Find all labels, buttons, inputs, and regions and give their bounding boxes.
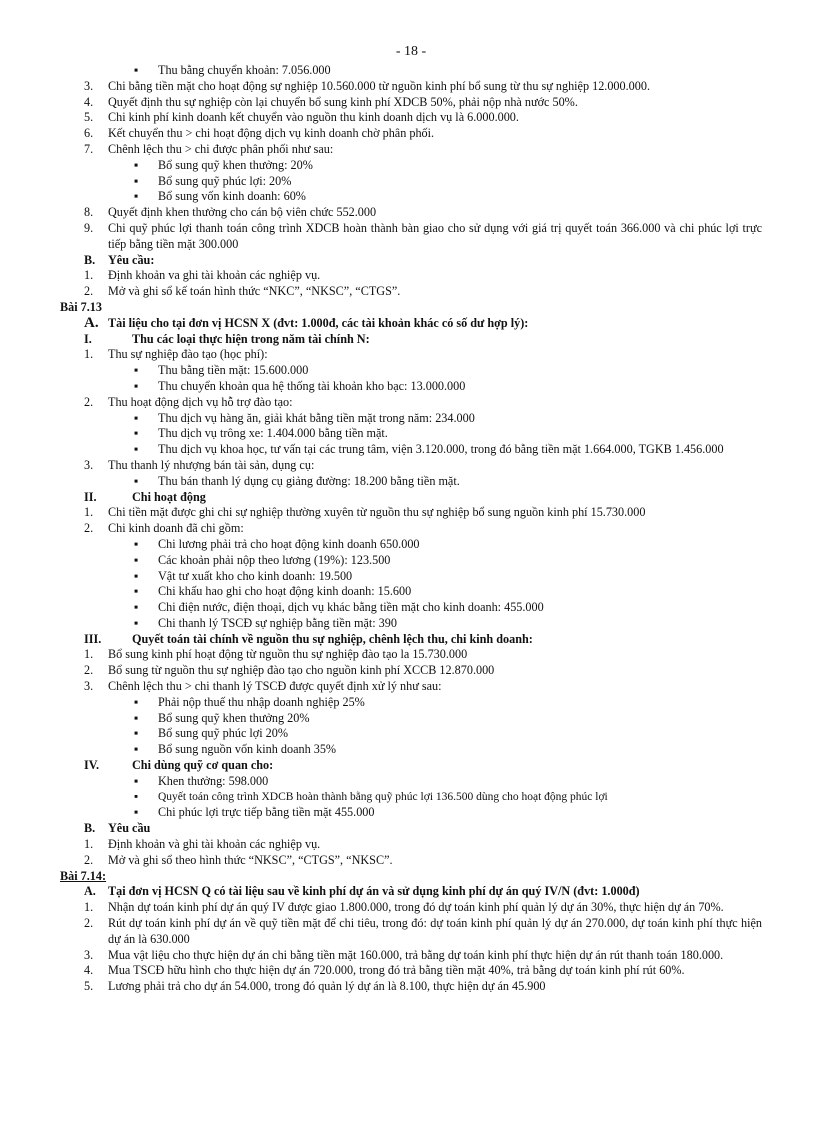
list-item: 5. Chi kinh phí kinh doanh kết chuyển vào nguồn thu kinh doanh dịch vụ là 6.000.000. — [84, 110, 519, 125]
bullet-item: ▪ Bổ sung quỹ phúc lợi: 20% — [134, 173, 292, 188]
list-item: 3. Thu thanh lý nhượng bán tài sản, dụng cụ: — [84, 457, 315, 472]
exercise-title: Bài 7.13 — [60, 299, 102, 314]
bullet-item: ▪ Khen thưởng: 598.000 — [134, 773, 269, 788]
section-heading: B. Yêu cầu — [84, 821, 151, 836]
list-item: 7. Chênh lệch thu > chi được phân phối như sau: — [84, 141, 334, 156]
list-item: 4. Mua TSCĐ hữu hình cho thực hiện dự án 720.000, trong đó trả bằng tiền mặt 40%, trả bằng dự toán kinh phí rút 60%. — [84, 963, 685, 978]
list-item: 2. Mở và ghi sổ theo hình thức “NKSC”, “CTGS”, “NKSC”. — [84, 852, 393, 867]
list-item: 3. Mua vật liệu cho thực hiện dự án chi bằng tiền mặt 160.000, trả bằng dự toán kinh phí thực hiện dự án rút thanh toán 180.000. — [84, 947, 724, 962]
bullet-item: ▪ Chi phúc lợi trực tiếp bằng tiền mặt 455.000 — [134, 805, 375, 820]
list-item: 3. Chi bằng tiền mặt cho hoạt động sự nghiệp 10.560.000 từ nguồn kinh phí bổ sung từ thu sự nghiệp 12.000.000. — [84, 78, 650, 93]
bullet-item: ▪ Chi lương phải trả cho hoạt động kinh doanh 650.000 — [134, 536, 420, 551]
list-item: 3. Chênh lệch thu > chi thanh lý TSCĐ được quyết định xử lý như sau: — [84, 679, 442, 694]
list-item: 1. Thu sự nghiệp đào tạo (học phí): — [84, 347, 268, 362]
list-item: 4. Quyết định thu sự nghiệp còn lại chuyển bổ sung kinh phí XDCB 50%, phải nộp nhà nước 50%. — [84, 94, 578, 109]
list-item: 2. Thu hoạt động dịch vụ hỗ trợ đào tạo: — [84, 394, 293, 409]
list-item: 1. Nhận dự toán kinh phí dự án quý IV được giao 1.800.000, trong đó dự toán kinh phí quản lý dự án 30%, thực hiện dự án 70%. — [84, 900, 724, 915]
roman-heading: II. Chi hoạt động — [84, 489, 206, 504]
exercise-title: Bài 7.14: — [60, 868, 107, 883]
bullet-item: ▪ Thu dịch vụ trông xe: 1.404.000 bằng tiền mặt. — [134, 426, 388, 441]
bullet-item: ▪ Thu bằng chuyển khoản: 7.056.000 — [134, 63, 331, 77]
bullet-item: ▪ Thu chuyển khoản qua hệ thống tài khoản kho bạc: 13.000.000 — [134, 378, 466, 393]
bullet-item: ▪ Bổ sung quỹ khen thưởng: 20% — [134, 157, 313, 172]
list-item: 2. Bổ sung từ nguồn thu sự nghiệp đào tạo cho nguồn kinh phí XCCB 12.870.000 — [84, 663, 495, 678]
bullet-item: ▪ Thu dịch vụ khoa học, tư vấn tại các trung tâm, viện 3.120.000, trong đó bằng tiền mặt 1.664.000, TGKB 1.456.000 — [134, 442, 724, 457]
list-item: 2. Rút dự toán kinh phí dự án về quỹ tiền mặt để chi tiêu, trong đó: dự toán kinh phí quản lý dự án 270.000, dự toán kinh phí thực hiện dự án là 630.000 — [84, 916, 762, 946]
bullet-item: ▪ Các khoản phải nộp theo lương (19%): 123.500 — [134, 552, 391, 567]
bullet-item: ▪ Bổ sung nguồn vốn kinh doanh 35% — [134, 742, 337, 757]
bullet-item: ▪ Bổ sung vốn kinh doanh: 60% — [134, 189, 306, 204]
document-page — [60, 44, 762, 995]
bullet-item: ▪ Chi điện nước, điện thoại, dịch vụ khác bằng tiền mặt cho kinh doanh: 455.000 — [134, 600, 544, 615]
bullet-item: ▪ Vật tư xuất kho cho kinh doanh: 19.500 — [134, 568, 353, 583]
bullet-item: ▪ Chi khấu hao ghi cho hoạt động kinh doanh: 15.600 — [134, 584, 412, 599]
list-item: 8. Quyết định khen thưởng cho cán bộ viên chức 552.000 — [84, 205, 377, 220]
section-heading: B. Yêu cầu: — [84, 252, 155, 267]
bullet-item: ▪ Phải nộp thuế thu nhập doanh nghiệp 25% — [134, 694, 365, 709]
list-item: 9. Chi quỹ phúc lợi thanh toán công trình XDCB hoàn thành bàn giao cho sử dụng với giá trị quyết toán 366.000 và chi phúc lợi trực tiếp bằng tiền mặt 300.000 — [84, 220, 762, 251]
section-heading: A. Tài liệu cho tại đơn vị HCSN X (đvt: 1.000đ, các tài khoản khác có số dư hợp lý): — [84, 314, 529, 331]
list-item: 5. Lương phải trả cho dự án 54.000, trong đó quản lý dự án là 8.100, thực hiện dự án 45.900 — [84, 979, 546, 994]
list-item: 2. Chi kinh doanh đã chi gồm: — [84, 521, 244, 536]
list-item: 2. Mở và ghi sổ kế toán hình thức “NKC”, “NKSC”, “CTGS”. — [84, 284, 401, 299]
bullet-item: ▪ Chi thanh lý TSCĐ sự nghiệp bằng tiền mặt: 390 — [134, 615, 397, 630]
list-item: 1. Định khoản và ghi tài khoản các nghiệp vụ. — [84, 837, 321, 852]
bullet-item: ▪ Thu dịch vụ hàng ăn, giải khát bằng tiền mặt trong năm: 234.000 — [134, 410, 475, 425]
list-item: 1. Định khoản va ghi tài khoản các nghiệp vụ. — [84, 268, 321, 283]
list-item: 1. Chi tiền mặt được ghi chi sự nghiệp thường xuyên từ nguồn thu sự nghiệp bổ sung nguồn kinh phí 15.730.000 — [84, 505, 646, 520]
bullet-item: ▪ Quyết toán công trình XDCB hoàn thành bằng quỹ phúc lợi 136.500 dùng cho hoạt động phúc lợi — [134, 790, 608, 803]
bullet-item: ▪ Thu bán thanh lý dụng cụ giảng đường: 18.200 bằng tiền mặt. — [134, 473, 460, 488]
bullet-item: ▪ Bổ sung quỹ phúc lợi 20% — [134, 726, 289, 741]
list-item: 1. Bổ sung kinh phí hoạt động từ nguồn thu sự nghiệp đào tạo la 15.730.000 — [84, 647, 468, 662]
list-item: 6. Kết chuyển thu > chi hoạt động dịch vụ kinh doanh chờ phân phối. — [84, 126, 435, 141]
bullet-item: ▪ Bổ sung quỹ khen thưởng 20% — [134, 710, 310, 725]
roman-heading: IV. Chi dùng quỹ cơ quan cho: — [84, 758, 274, 773]
section-heading: A. Tại đơn vị HCSN Q có tài liệu sau về kinh phí dự án và sử dụng kinh phí dự án quý IV/N (đvt: 1.000đ) — [84, 884, 640, 899]
roman-heading: I. Thu các loại thực hiện trong năm tài chính N: — [84, 331, 370, 346]
page-number: - 18 - — [395, 44, 427, 59]
roman-heading: III. Quyết toán tài chính về nguồn thu sự nghiệp, chênh lệch thu, chi kinh doanh: — [84, 631, 533, 646]
bullet-item: ▪ Thu bằng tiền mặt: 15.600.000 — [134, 363, 309, 378]
